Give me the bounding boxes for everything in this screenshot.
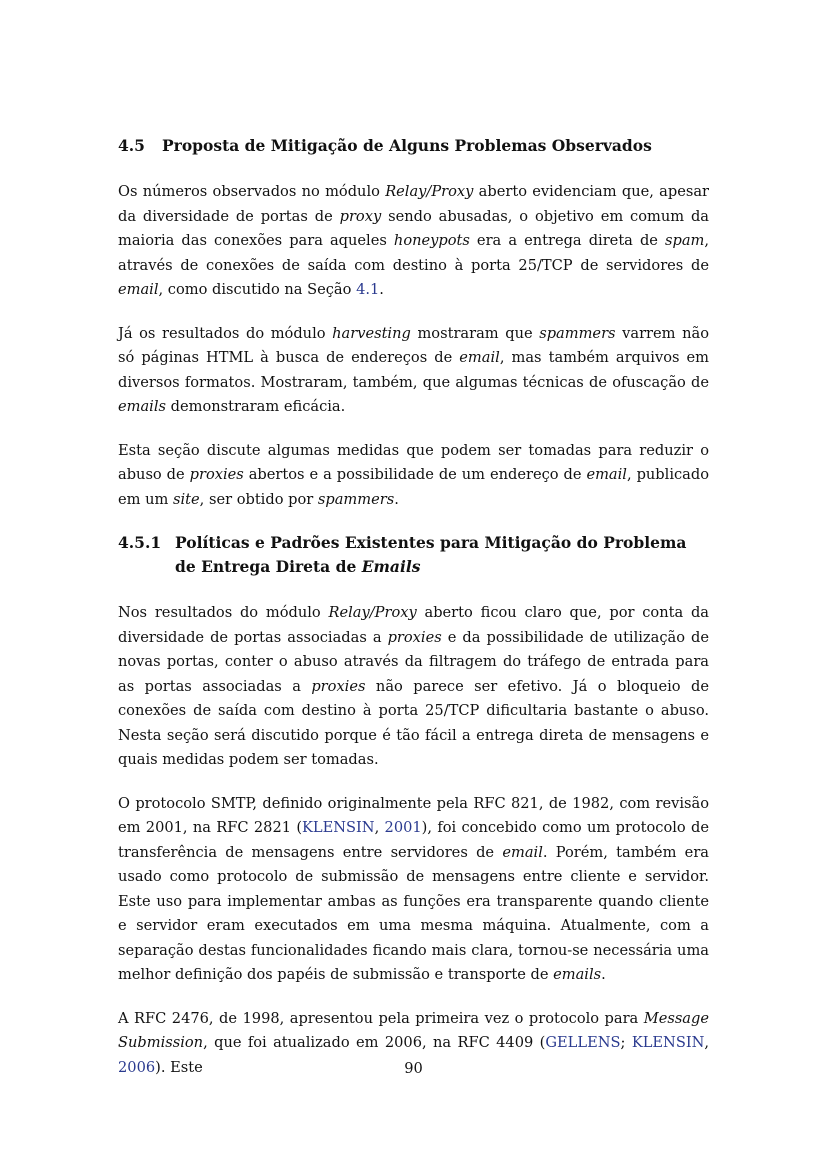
citation-author[interactable]: KLENSIN [302, 819, 375, 836]
paragraph-3: Esta seção discute algumas medidas que podem ser tomadas para reduzir o abuso de proxies abertos e a possibilidade de um endereço de email, publicado em um site, ser obtido por spammers. [118, 441, 709, 508]
section-link[interactable]: 4.1 [356, 281, 380, 298]
citation-year[interactable]: 2001 [384, 819, 422, 836]
page-number: 90 [404, 1060, 423, 1077]
citation-author[interactable]: GELLENS [545, 1034, 621, 1051]
citation-year[interactable]: 2006 [118, 1058, 156, 1076]
section-number: 4.5 [118, 136, 145, 155]
section-heading [118, 136, 709, 155]
citation-author[interactable]: KLENSIN [631, 1034, 705, 1051]
subsection-title: Políticas e Padrões Existentes para Mitigação do Problema de Entrega Direta de Emails [175, 533, 687, 576]
subsection-heading [118, 531, 709, 579]
subsection-number: 4.5.1 [118, 533, 162, 552]
paragraph-5: O protocolo SMTP, definido originalmente pela RFC 821, de 1982, com revisão em 2001, na RFC 2821 (KLENSIN, 2001), foi concebido como um protocolo de transferência de mensagens entre servidores de email. Porém, também era usado como protocolo de submissão de mensagens entre cliente e servidor. Este uso para implementar ambas as funções era transparente quando cliente e servidor eram executados em uma mesma máquina. Atualmente, com a separação destas funcionalidades ficando mais clara, tornou-se necessária uma melhor definição dos papéis de submissão e transporte de emails. [118, 794, 709, 983]
paragraph-4: Nos resultados do módulo Relay/Proxy aberto ficou claro que, por conta da diversidade de portas associadas a proxies e da possibilidade de utilização de novas portas, conter o abuso através da filtragem do tráfego de entrada para as portas associadas a proxies não parece ser efetivo. Já o bloqueio de conexões de saída com destino à porta 25/TCP dificultaria bastante o abuso. Nesta seção será discutido porque é tão fácil a entrega direta de mensagens e quais medidas podem ser tomadas. [118, 604, 710, 768]
paragraph-6: A RFC 2476, de 1998, apresentou pela primeira vez o protocolo para Message Submission, que foi atualizado em 2006, na RFC 4409 (GELLENS; KLENSIN, 2006). Este [118, 1009, 710, 1076]
section-title: Proposta de Mitigação de Alguns Problemas Observados [162, 136, 652, 155]
document-page [118, 136, 709, 1099]
paragraph-1: Os números observados no módulo Relay/Proxy aberto evidenciam que, apesar da diversidade de portas de proxy sendo abusadas, o objetivo em comum da maioria das conexões para aqueles honeypots era a entrega direta de spam, através de conexões de saída com destino à porta 25/TCP de servidores de email, como discutido na Seção 4.1. [118, 183, 709, 298]
paragraph-2: Já os resultados do módulo harvesting mostraram que spammers varrem não só páginas HTML à busca de endereços de email, mas também arquivos em diversos formatos. Mostraram, também, que algumas técnicas de ofuscação de emails demonstraram eficácia. [118, 324, 709, 415]
